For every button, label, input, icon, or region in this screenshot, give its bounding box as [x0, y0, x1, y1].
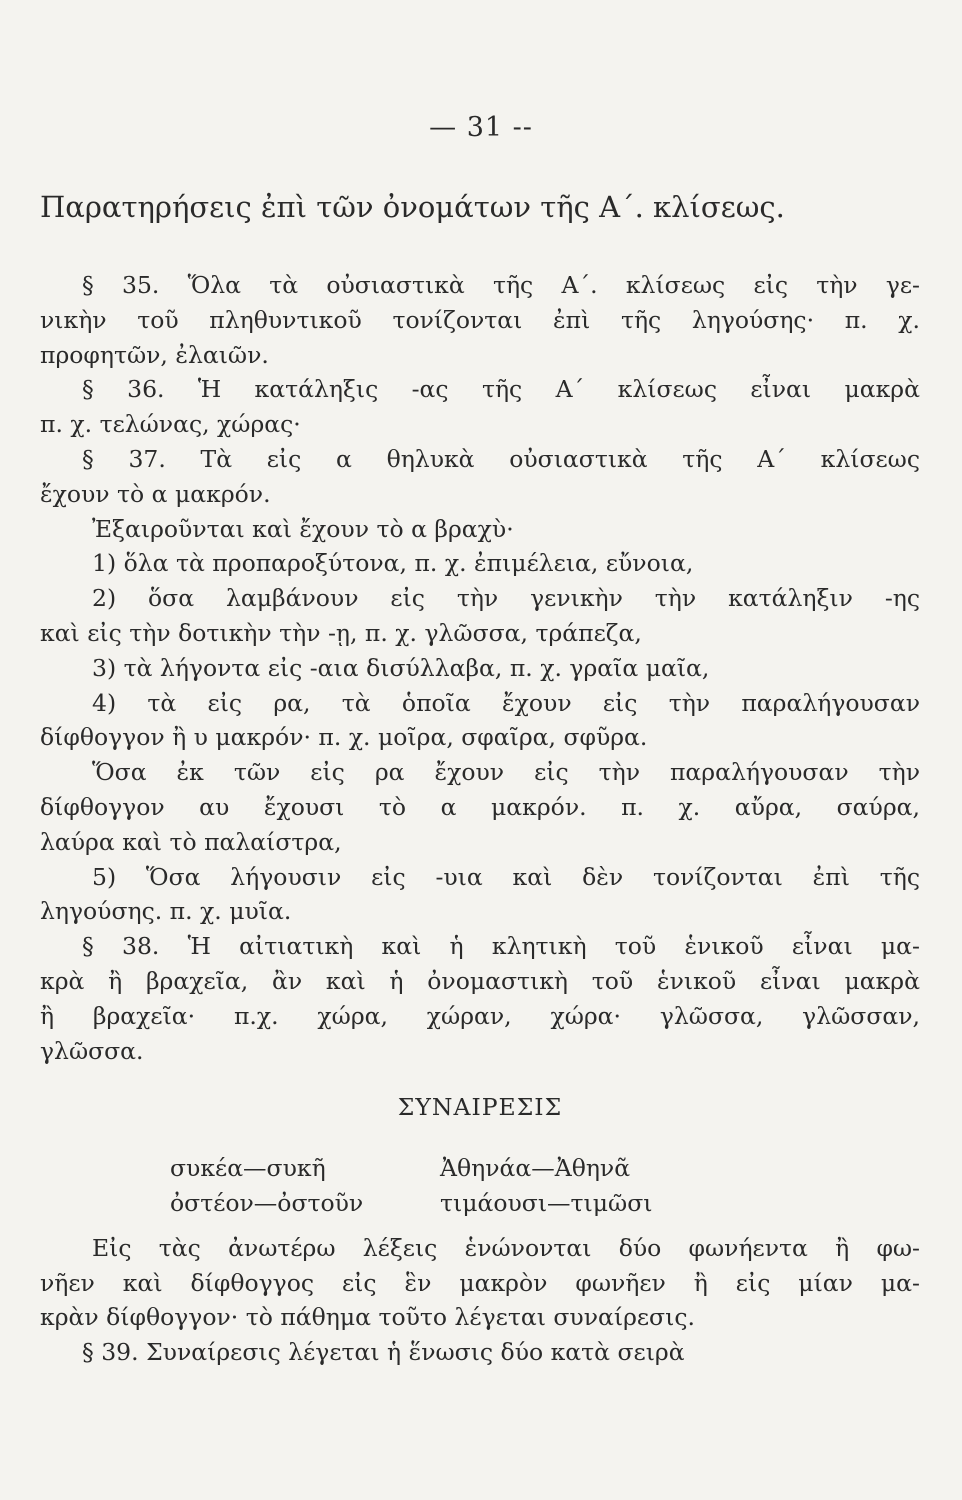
text-line: δίφθογγον ἢ υ μακρόν· π. χ. μοῖρα, σφαῖρα, σφῦρα. [40, 723, 648, 752]
text-line: ἢ βραχεῖα· π.χ. χώρα, χώραν, χώρα· γλῶσσα, γλῶσσαν, [40, 1001, 920, 1030]
contraction-column-right [440, 1151, 740, 1221]
text-line: γλῶσσα. [40, 1036, 144, 1065]
text-line: ἔχουν τὸ α μακρόν. [40, 479, 271, 508]
contraction-example: τιμάουσι—τιμῶσι [440, 1188, 653, 1217]
text-line: § 37. Τὰ εἰς α θηλυκὰ οὐσιαστικὰ τῆς Α΄ κλίσεως [82, 444, 920, 473]
text-line: νικὴν τοῦ πληθυντικοῦ τονίζονται ἐπὶ τῆς ληγούσης· π. χ. [40, 305, 920, 334]
text-line: 5) Ὅσα λήγουσιν εἰς -υια καὶ δὲν τονίζονται ἐπὶ τῆς [92, 862, 920, 891]
section-title: Παρατηρήσεις ἐπὶ τῶν ὀνομάτων τῆς Α΄. κλίσεως. [40, 190, 785, 224]
text-line: Ἐξαιροῦνται καὶ ἔχουν τὸ α βραχὺ· [92, 514, 514, 543]
contraction-examples [170, 1151, 790, 1221]
text-line: δίφθογγον αυ ἔχουσι τὸ α μακρόν. π. χ. αὔρα, σαύρα, [40, 792, 920, 821]
section-heading-synairesis: ΣΥΝΑΙΡΕΣΙΣ [397, 1093, 563, 1122]
text-line: § 36. Ἡ κατάληξις -ας τῆς Α΄ κλίσεως εἶναι μακρὰ [82, 375, 920, 404]
text-line: 3) τὰ λήγοντα εἰς -αια δισύλλαβα, π. χ. γραῖα μαῖα, [92, 653, 710, 682]
contraction-example: Ἀθηνάα—Ἀθηνᾶ [440, 1154, 631, 1183]
text-line: νῆεν καὶ δίφθογγος εἰς ἓν μακρὸν φωνῆεν ἢ εἰς μίαν μα- [40, 1268, 920, 1297]
text-line: προφητῶν, ἐλαιῶν. [40, 340, 269, 369]
text-line: Ὅσα ἐκ τῶν εἰς ρα ἔχουν εἰς τὴν παραλήγουσαν τὴν [92, 758, 920, 787]
contraction-example: συκέα—συκῆ [170, 1154, 326, 1183]
text-line: κρὰν δίφθογγον· τὸ πάθημα τοῦτο λέγεται συναίρεσις. [40, 1303, 695, 1332]
text-line: 4) τὰ εἰς ρα, τὰ ὁποῖα ἔχουν εἰς τὴν παραλήγουσαν [92, 688, 920, 717]
text-line: λαύρα καὶ τὸ παλαίστρα, [40, 827, 342, 856]
text-line: 2) ὅσα λαμβάνουν εἰς τὴν γενικὴν τὴν κατάληξιν -ης [92, 584, 920, 613]
paragraphs-synairesis [40, 1231, 920, 1370]
body-text [40, 268, 920, 1370]
text-line: § 38. Ἡ αἰτιατικὴ καὶ ἡ κλητικὴ τοῦ ἑνικοῦ εἶναι μα- [82, 932, 920, 961]
page-number: — 31 -- [429, 112, 533, 143]
paragraphs-declension [40, 268, 920, 1068]
text-line: 1) ὅλα τὰ προπαροξύτονα, π. χ. ἐπιμέλεια, εὔνοια, [92, 549, 694, 578]
text-line: καὶ εἰς τὴν δοτικὴν τὴν -ῃ, π. χ. γλῶσσα, τράπεζα, [40, 618, 642, 647]
text-line: § 35. Ὅλα τὰ οὐσιαστικὰ τῆς Α΄. κλίσεως εἰς τὴν γε- [82, 271, 920, 299]
contraction-example: ὀστέον—ὀστοῦν [170, 1188, 364, 1217]
text-line: π. χ. τελώνας, χώρας· [40, 410, 301, 439]
text-line: Εἰς τὰς ἀνωτέρω λέξεις ἑνώνονται δύο φωνήεντα ἢ φω- [92, 1233, 920, 1262]
text-line: ληγούσης. π. χ. μυῖα. [40, 897, 292, 926]
text-line: κρὰ ἢ βραχεῖα, ἂν καὶ ἡ ὀνομαστικὴ τοῦ ἑνικοῦ εἶναι μακρὰ [40, 966, 920, 995]
text-line: § 39. Συναίρεσις λέγεται ἡ ἕνωσις δύο κατὰ σειρὰ [82, 1338, 685, 1367]
contraction-column-left [170, 1151, 440, 1221]
